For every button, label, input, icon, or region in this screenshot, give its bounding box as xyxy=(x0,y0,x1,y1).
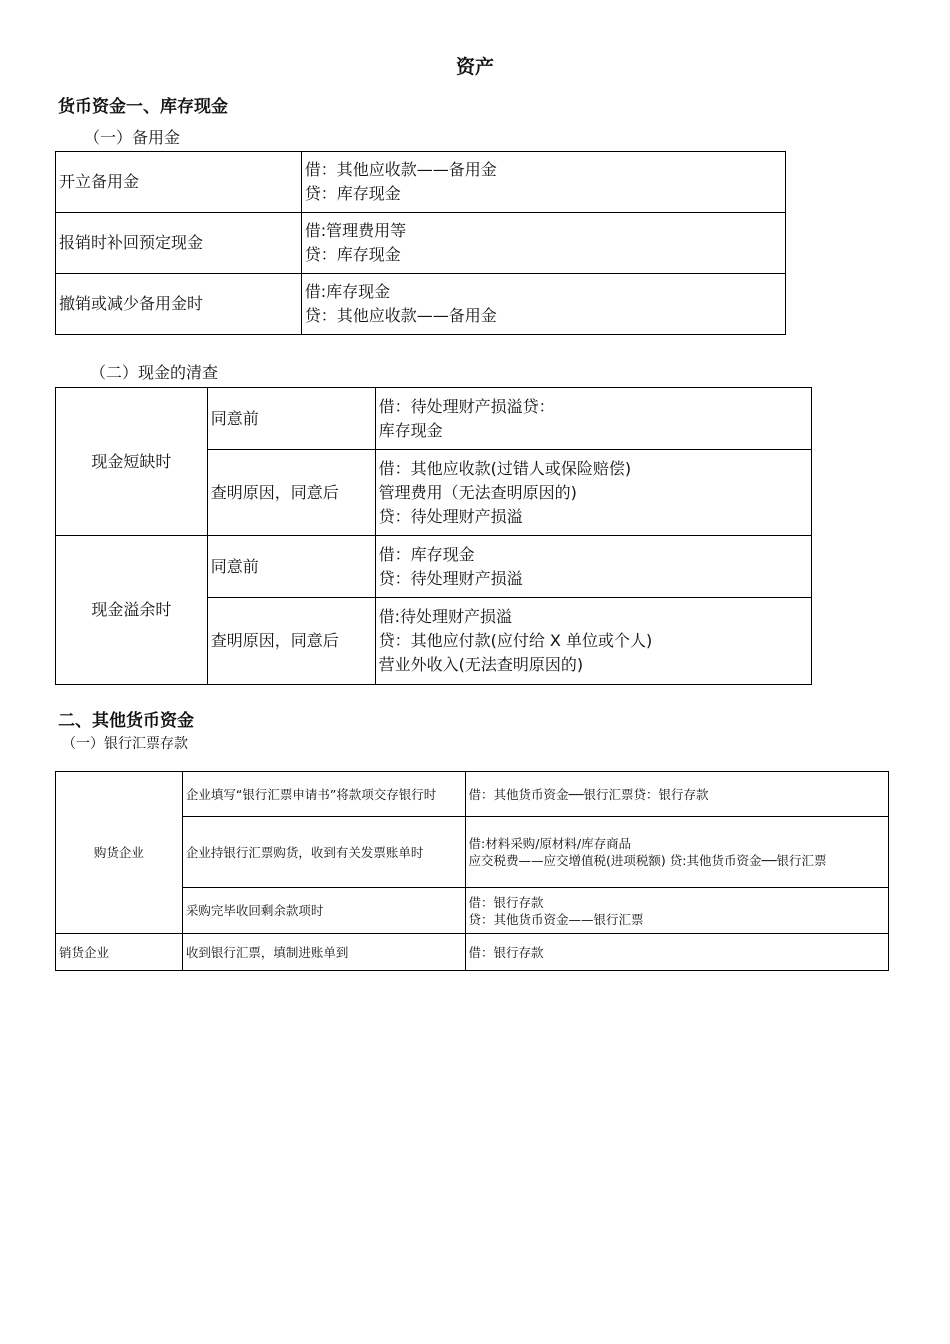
entry-cell xyxy=(465,934,889,971)
table-row xyxy=(56,772,889,817)
entry-line: 借:材料采购/原材料/库存商品 xyxy=(468,836,632,851)
entry-line: 借：其他应收款——备用金 xyxy=(304,160,497,179)
entry-line: 借:管理费用等 xyxy=(304,221,407,240)
entry-line: 借:待处理财产损溢 xyxy=(378,607,512,626)
entry-line: 贷：库存现金 xyxy=(304,184,401,203)
entry-line: 借：银行存款 xyxy=(468,894,544,910)
surplus-label: 现金溢余时 xyxy=(56,536,208,685)
entry-cell xyxy=(301,274,785,335)
event-cell: 企业填写“银行汇票申请书”将款项交存银行时 xyxy=(182,772,465,817)
stage-cell: 查明原因，同意后 xyxy=(207,450,375,536)
item-cell: 撤销或减少备用金时 xyxy=(56,274,302,335)
entry-line: 借:库存现金 xyxy=(304,282,391,301)
entry-cell xyxy=(465,772,889,817)
entry-cell xyxy=(375,536,811,598)
item-cell: 开立备用金 xyxy=(56,152,302,213)
stage-cell: 同意前 xyxy=(207,536,375,598)
table-row xyxy=(56,213,786,274)
section2-heading: 二、其他货币资金 xyxy=(58,711,194,731)
entry-cell xyxy=(301,213,785,274)
entry-line: 贷：库存现金 xyxy=(304,245,401,264)
cash-check-table xyxy=(55,387,812,685)
entry-line: 借：其他货币资金──银行汇票贷：银行存款 xyxy=(468,786,709,802)
entry-cell xyxy=(465,888,889,934)
entry-line: 管理费用（无法查明原因的) xyxy=(378,482,577,502)
entry-cell xyxy=(465,817,889,888)
stage-cell: 查明原因，同意后 xyxy=(207,598,375,685)
bank-draft-table xyxy=(55,771,889,971)
entry-line: 借：待处理财产损溢贷： xyxy=(378,396,555,416)
table-row xyxy=(56,152,786,213)
entry-line: 贷：待处理财产损溢 xyxy=(378,568,523,588)
table-row xyxy=(56,934,889,971)
shortage-label: 现金短缺时 xyxy=(56,388,208,536)
event-cell: 采购完毕收回剩余款项时 xyxy=(182,888,465,934)
item-cell: 报销时补回预定现金 xyxy=(56,213,302,274)
entry-line: 借：银行存款 xyxy=(468,944,544,960)
table-row xyxy=(56,536,812,598)
section1-sub1: （一）备用金 xyxy=(84,128,181,147)
table-row xyxy=(56,274,786,335)
seller-label: 销货企业 xyxy=(56,934,183,971)
entry-cell xyxy=(375,598,811,685)
table-row xyxy=(56,388,812,450)
entry-cell xyxy=(375,388,811,450)
section2-sub1: （一）银行汇票存款 xyxy=(62,736,188,752)
entry-line: 库存现金 xyxy=(378,420,443,440)
entry-line: 营业外收入(无法查明原因的) xyxy=(378,655,584,674)
entry-line: 应交税费——应交增值税(进项税额) 贷:其他货币资金──银行汇票 xyxy=(468,853,827,868)
entry-line: 贷：其他货币资金——银行汇票 xyxy=(468,911,644,927)
entry-line: 贷：其他应付款(应付给 X 单位或个人) xyxy=(378,631,653,650)
entry-line: 借：其他应收款(过错人或保险赔偿) xyxy=(378,458,632,478)
buyer-label: 购货企业 xyxy=(56,772,183,934)
stage-cell: 同意前 xyxy=(207,388,375,450)
entry-line: 贷：其他应收款——备用金 xyxy=(304,306,497,325)
entry-line: 贷：待处理财产损溢 xyxy=(378,506,523,526)
entry-cell xyxy=(301,152,785,213)
section1-sub2: （二）现金的清查 xyxy=(90,363,219,382)
entry-cell xyxy=(375,450,811,536)
event-cell: 企业持银行汇票购货，收到有关发票账单时 xyxy=(182,817,465,888)
page-title: 资产 xyxy=(455,56,494,78)
event-cell: 收到银行汇票，填制进账单到 xyxy=(182,934,465,971)
section1-heading: 货币资金一、库存现金 xyxy=(58,97,228,117)
petty-cash-table xyxy=(55,151,786,335)
entry-line: 借：库存现金 xyxy=(378,544,475,564)
